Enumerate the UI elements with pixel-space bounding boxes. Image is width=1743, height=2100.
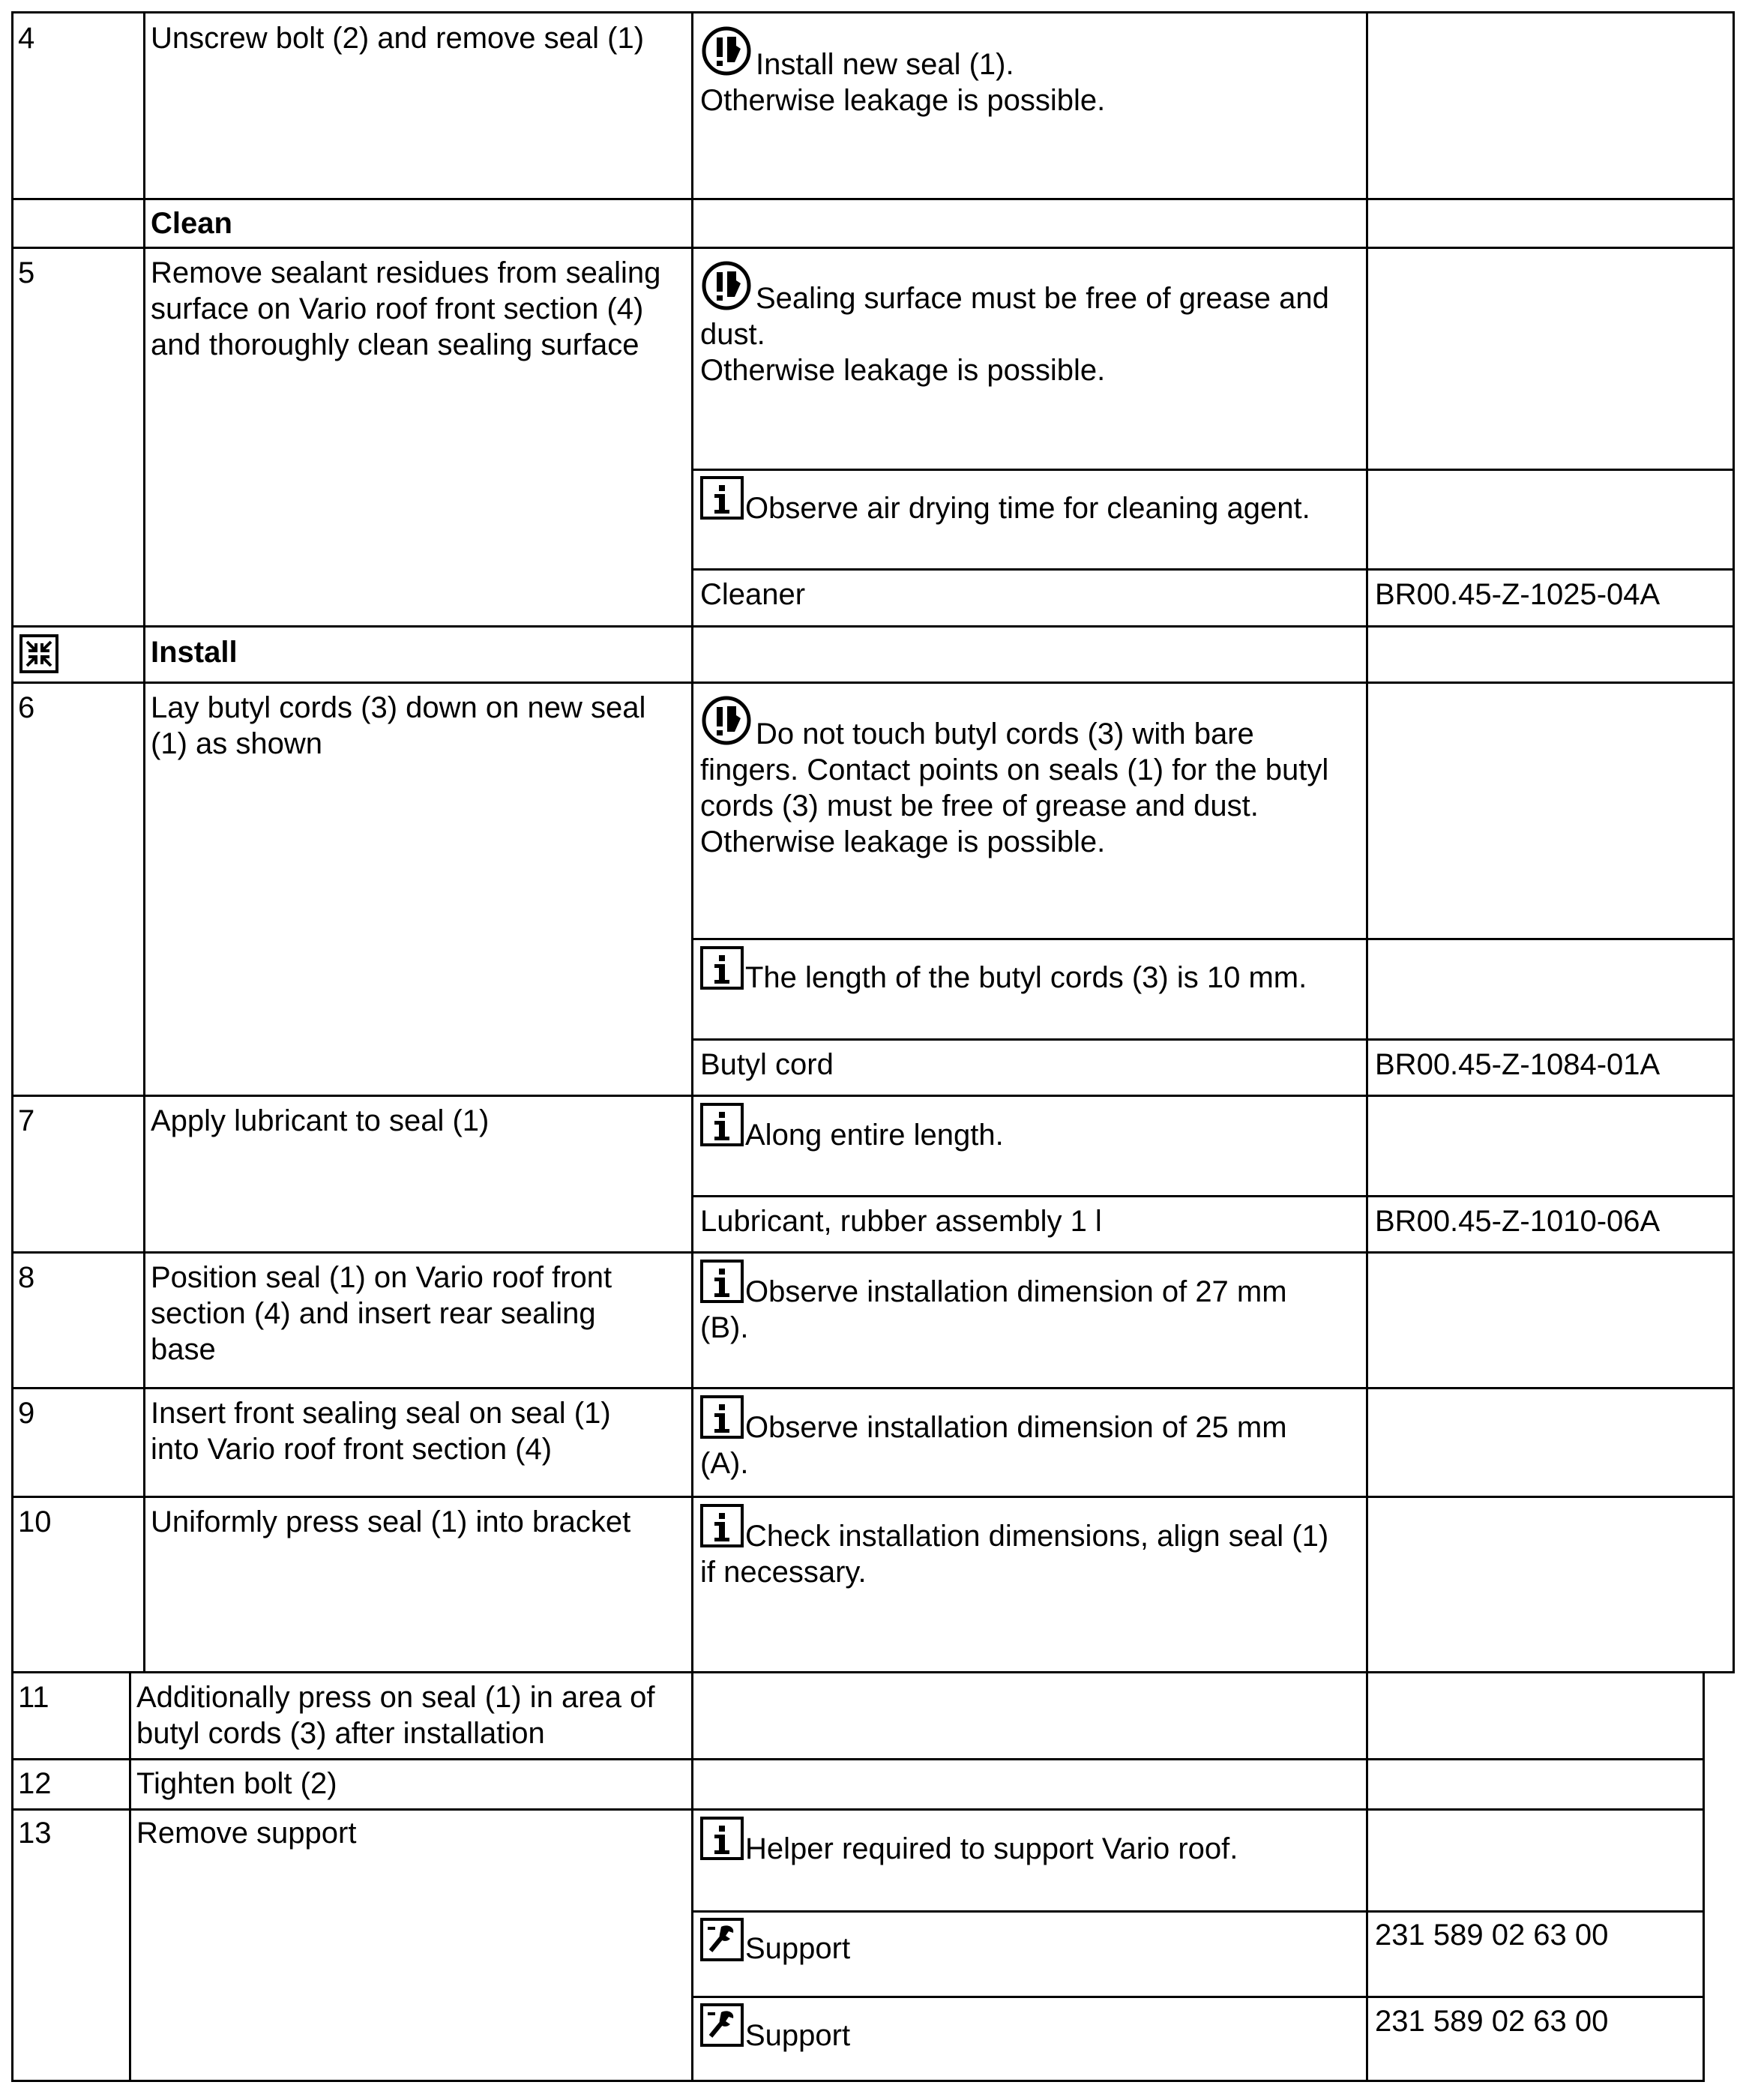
step-number: 9 [18,1397,35,1430]
column-divider [691,1671,693,2082]
material-name: Cleaner [700,578,806,611]
note-text: Install new seal (1). Otherwise leakage is possible. [700,48,1106,117]
step-action: Position seal (1) on Vario roof front section (4) and insert rear sealing base [151,1261,612,1366]
material-reference: BR00.45-Z-1010-06A [1375,1205,1661,1238]
row-divider [11,1758,1705,1760]
step-action: Insert front sealing seal on seal (1) into Vario roof front section (4) [151,1397,611,1466]
step-number: 13 [18,1817,52,1850]
row-divider [11,1387,1735,1389]
step-number: 5 [18,256,35,289]
step-action: Tighten bolt (2) [136,1767,337,1800]
section-heading-clean: Clean [151,207,232,240]
install-icon [19,634,58,673]
section-heading-install: Install [151,636,238,669]
row-divider [693,1910,1705,1913]
row-divider [693,938,1735,940]
tool-name: Support [745,1932,851,1965]
note-text: Do not touch butyl cords (3) with bare fingers. Contact points on seals (1) for the butyl cords (3) must be free of grease and dust. Otherwise leakage is possible. [700,717,1329,858]
step-number: 10 [18,1505,52,1538]
row-divider [11,1808,1705,1811]
row-divider [11,1671,1735,1673]
row-divider [693,469,1735,471]
step-number: 6 [18,691,35,724]
note-text: Observe air drying time for cleaning agent. [745,492,1310,525]
column-divider [1703,1671,1705,2082]
row-divider [11,198,1735,200]
column-divider [11,1671,13,2082]
step-action: Unscrew bolt (2) and remove seal (1) [151,22,645,55]
column-divider [691,11,693,1673]
note-text: Check installation dimensions, align seal (1) if necessary. [700,1520,1329,1589]
material-reference: BR00.45-Z-1084-01A [1375,1048,1661,1081]
step-number: 7 [18,1104,35,1137]
row-divider [11,11,1735,13]
step-number: 12 [18,1767,52,1800]
material-name: Lubricant, rubber assembly 1 l [700,1205,1102,1238]
info-icon [700,1103,744,1146]
row-divider [693,568,1735,571]
row-divider [693,1038,1735,1041]
row-divider [693,1996,1705,1998]
column-divider [1366,1671,1368,2082]
info-icon [700,946,744,990]
step-action: Lay butyl cords (3) down on new seal (1) as shown [151,691,646,760]
tool-name: Support [745,2019,851,2052]
material-reference: BR00.45-Z-1025-04A [1375,578,1661,611]
step-action: Apply lubricant to seal (1) [151,1104,490,1137]
column-divider [129,1671,131,2082]
tool-number: 231 589 02 63 00 [1375,2005,1609,2038]
note-text: Sealing surface must be free of grease and dust. Otherwise leakage is possible. [700,282,1329,387]
note-text: Observe installation dimension of 27 mm (B). [700,1275,1287,1344]
column-divider [11,11,13,1673]
step-number: 11 [18,1681,49,1714]
note-text: Along entire length. [745,1119,1004,1152]
column-divider [1733,11,1735,1673]
tool-icon [700,1918,744,1961]
row-divider [11,2080,1705,2082]
info-icon [700,476,744,520]
row-divider [693,1195,1735,1197]
note-text: Observe installation dimension of 25 mm (A). [700,1411,1287,1480]
row-divider [11,1095,1735,1097]
note-text: Helper required to support Vario roof. [745,1832,1238,1865]
column-divider [1366,11,1368,1673]
row-divider [11,1496,1735,1498]
step-action: Remove sealant residues from sealing surface on Vario roof front section (4) and thoroughly clean sealing surface [151,256,661,361]
row-divider [11,682,1735,684]
step-number: 4 [18,22,35,55]
row-divider [11,625,1735,628]
step-number: 8 [18,1261,35,1294]
step-action: Remove support [136,1817,357,1850]
row-divider [11,247,1735,249]
tool-icon [700,2003,744,2047]
info-icon [700,1817,744,1860]
step-action: Additionally press on seal (1) in area of butyl cords (3) after installation [136,1681,655,1750]
material-name: Butyl cord [700,1048,834,1081]
step-action: Uniformly press seal (1) into bracket [151,1505,631,1538]
row-divider [11,1251,1735,1254]
note-text: The length of the butyl cords (3) is 10 mm. [745,961,1307,994]
column-divider [143,11,145,1673]
tool-number: 231 589 02 63 00 [1375,1919,1609,1952]
